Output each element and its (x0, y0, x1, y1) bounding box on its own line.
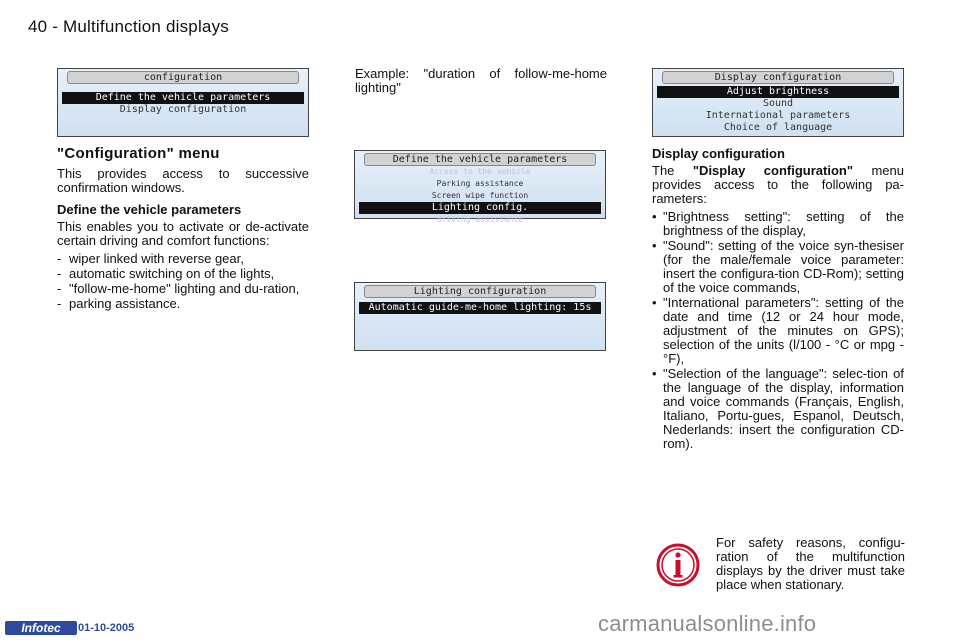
page-title: 40 - Multifunction displays (28, 17, 229, 36)
screen-selected-item: Automatic guide-me-home lighting: 15s (359, 302, 601, 314)
safety-note (655, 536, 905, 596)
list-item: • "Brightness setting": setting of the brightness of the display, (652, 209, 904, 238)
list-item: - "follow-me-home" lighting and du-ration, (57, 281, 300, 296)
configuration-menu-section (57, 147, 309, 312)
example-caption: Example: "duration of follow-me-home lighting" (355, 66, 607, 95)
screen-selected-item: Define the vehicle parameters (62, 92, 304, 104)
screen-title: configuration (67, 71, 299, 84)
list-item: - parking assistance. (57, 296, 181, 311)
screen-title: Define the vehicle parameters (364, 153, 596, 166)
section-intro: The "Display configuration" menu provides access to the following pa-rameters: (652, 163, 905, 206)
list-item: • "International parameters": setting of the date and time (12 or 24 hour mode, adjustment of the minutes on GPS); selection of the units (l/100 - °C or mpg - °F), (652, 295, 904, 366)
screen-item: Display configuration (119, 104, 247, 115)
lighting-configuration-screen (354, 282, 606, 351)
configuration-screen (57, 68, 309, 137)
subsection-body: This enables you to activate or de-activate certain driving and comfort functions: (57, 219, 309, 248)
subsection-heading: Define the vehicle parameters (57, 202, 242, 217)
list-item: • "Selection of the language": selec-tion of the language of the display, information and voice commands (Français, English, Italiano, Portu-gues, Espanol, Deutsch, Nederlands: insert the configuration CD-rom). (652, 366, 904, 451)
footer-date: 01-10-2005 (78, 622, 135, 634)
display-configuration-section (652, 147, 904, 452)
list-item: - automatic switching on of the lights, (57, 266, 275, 281)
list-item: - wiper linked with reverse gear, (57, 251, 244, 266)
screen-faded-item: Access to the vehicle (429, 167, 531, 176)
screen-title: Lighting configuration (364, 285, 596, 298)
screen-item: Screen wipe function (431, 191, 529, 200)
screen-selected-item: Adjust brightness (657, 86, 899, 98)
infotec-logo: Infotec (5, 621, 77, 635)
section-heading: "Configuration" menu (57, 145, 220, 162)
function-list (57, 252, 309, 311)
screen-item: International parameters (705, 110, 851, 121)
section-heading: Display configuration (652, 146, 785, 161)
watermark: carmanualsonline.info (598, 611, 817, 636)
vehicle-parameters-screen (354, 150, 606, 224)
display-configuration-screen (652, 68, 904, 137)
info-icon (655, 542, 701, 588)
screen-title: Display configuration (662, 71, 894, 84)
screen-faded-item: driving assistance (436, 215, 524, 224)
parameter-list (652, 210, 904, 451)
safety-note-text: For safety reasons, configu-ration of the multifunction displays by the driver must take place when stationary. (716, 535, 905, 592)
section-intro: This provides access to successive confirmation windows. (57, 166, 309, 195)
list-item: • "Sound": setting of the voice syn-thesiser (for the male/female voice parameter: insert the configura-tion CD-Rom); setting of the voice commands, (652, 238, 904, 295)
screen-item: Choice of language (723, 122, 833, 133)
screen-item: Sound (762, 98, 794, 109)
screen-item: Parking assistance (436, 179, 524, 188)
screen-selected-item: Lighting config. (359, 202, 601, 214)
